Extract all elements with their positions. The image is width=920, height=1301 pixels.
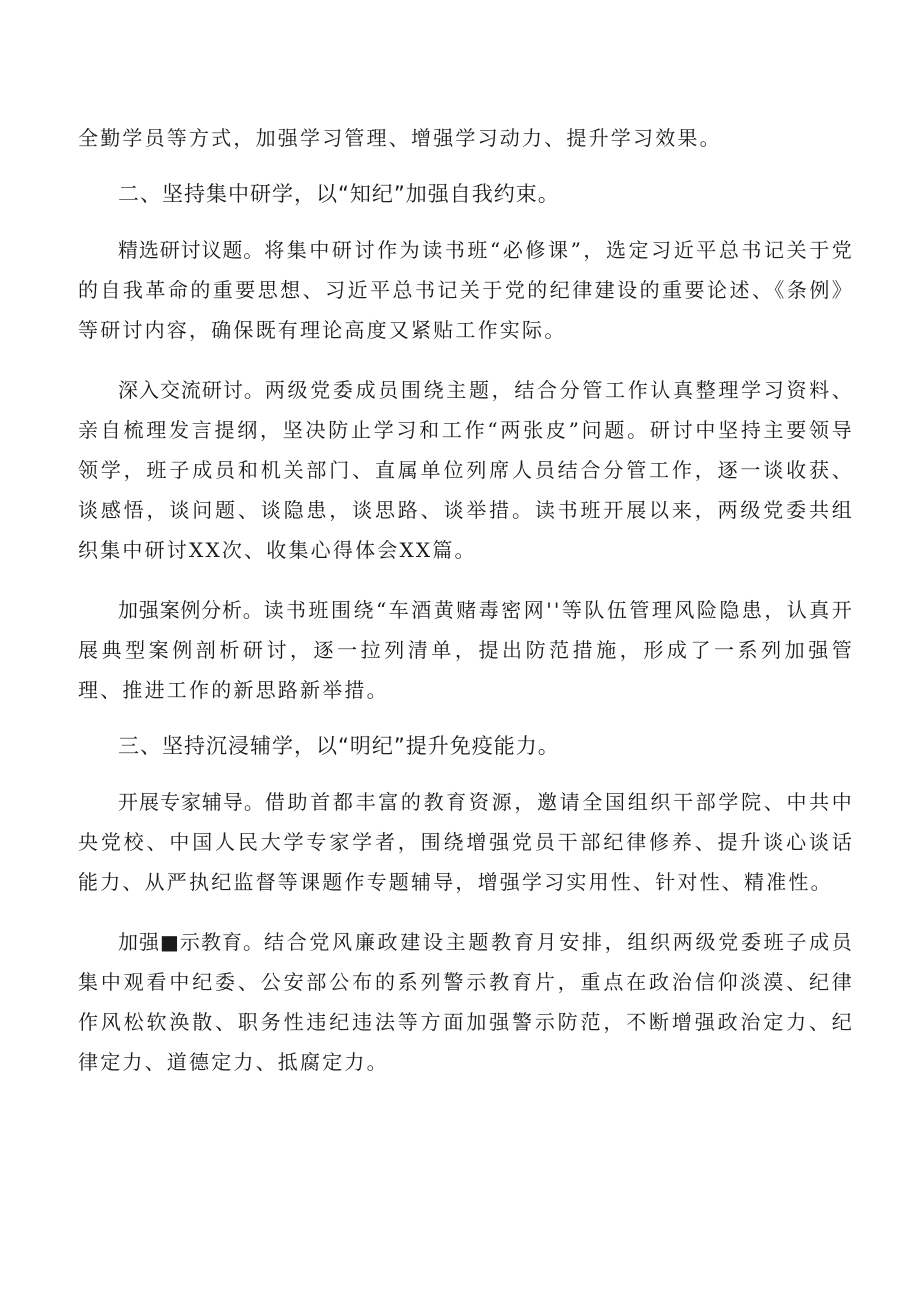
paragraph-text: 两级党委成员围绕主题，结合分管工作认真整理学习资料、亲自梳理发言提纲，坚决防止学习和工作“两张皮”问题。研讨中坚持主要领导领学，班子成员和机关部门、直属单位列席人员结合分管工作，逐一谈收获、谈感悟，谈问题、谈隐患，谈思路、谈举措。读书班开展以来，两级党委共组织集中研讨XX次、收集心得体会XX篇。 (78, 378, 855, 562)
paragraph-lead: 加强案例分析。 (118, 598, 264, 622)
document-body (78, 118, 854, 1082)
paragraph-select-topics (78, 230, 854, 350)
paragraph-lead: 开展专家辅导。 (118, 790, 265, 814)
paragraph-case-analysis (78, 590, 854, 710)
paragraph-lead: 加强■示教育。 (118, 930, 264, 954)
paragraph-expert-guidance (78, 782, 854, 902)
paragraph-warning-education (78, 922, 854, 1082)
paragraph-deep-exchange (78, 370, 854, 570)
paragraph-text: 将集中研讨作为读书班“必修课”，选定习近平总书记关于党的自我革命的重要思想、习近平总书记关于党的纪律建设的重要论述、《条例》等研讨内容，确保既有理论高度又紧贴工作实际。 (78, 238, 854, 342)
paragraph-text: 结合党风廉政建设主题教育月安排，组织两级党委班子成员集中观看中纪委、公安部公布的系列警示教育片，重点在政治信仰淡漠、纪律作风松软涣散、职务性违纪违法等方面加强警示防范，不断增强政治定力、纪律定力、道德定力、抵腐定力。 (78, 930, 854, 1074)
paragraph-text: 读书班围绕“车酒黄赌毒密网''等队伍管理风险隐患，认真开展典型案例剖析研讨，逐一拉列清单，提出防范措施，形成了一系列加强管理、推进工作的新思路新举措。 (78, 598, 855, 702)
section-heading-3: 三、坚持沉浸辅学，以“明纪”提升免疫能力。 (118, 734, 560, 758)
paragraph-continued: 全勤学员等方式，加强学习管理、增强学习动力、提升学习效果。 (78, 126, 722, 150)
paragraph-text: 借助首都丰富的教育资源，邀请全国组织干部学院、中共中央党校、中国人民大学专家学者，围绕增强党员干部纪律修养、提升谈心谈话能力、从严执纪监督等课题作专题辅导，增强学习实用性、针对性、精准性。 (78, 790, 855, 894)
section-heading-2: 二、坚持集中研学，以“知纪”加强自我约束。 (118, 182, 560, 206)
paragraph-lead: 深入交流研讨。 (118, 378, 265, 402)
paragraph-lead: 精选研讨议题。 (118, 238, 265, 262)
